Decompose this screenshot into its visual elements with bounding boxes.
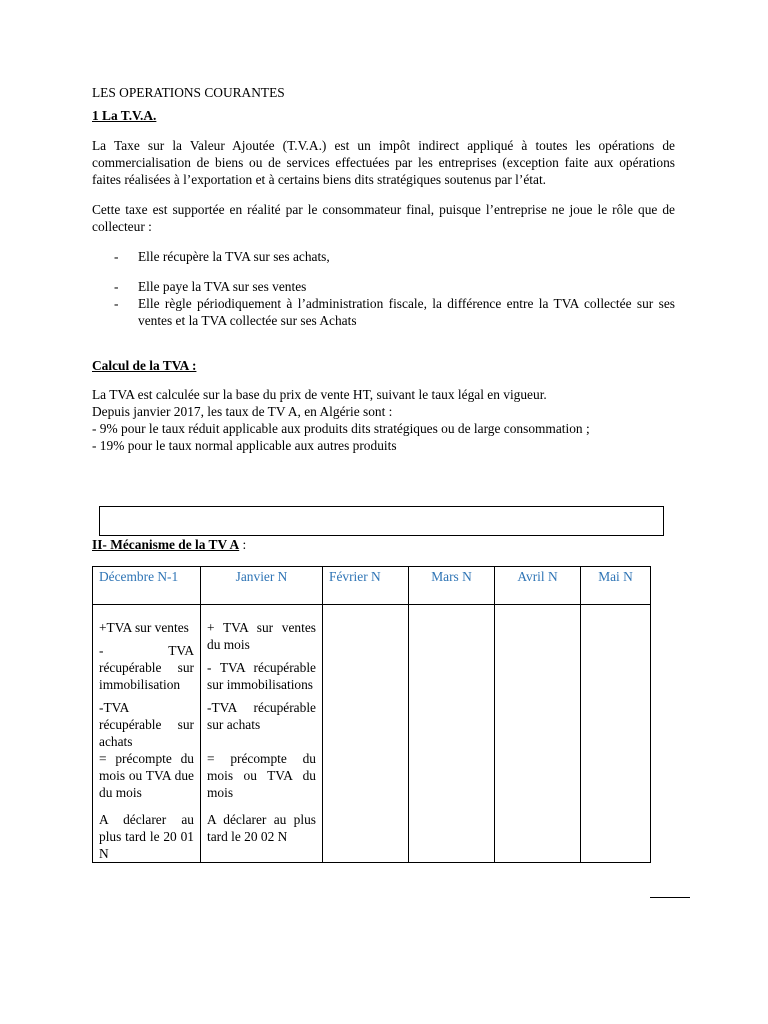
- column-header: Décembre N-1: [93, 567, 201, 605]
- table-cell-april: [495, 605, 581, 863]
- dash-marker: -: [114, 249, 119, 264]
- column-header: Mai N: [581, 567, 651, 605]
- cell-line: + TVA sur ventes du mois: [207, 620, 316, 652]
- cell-line: -TVA récupérable sur achats: [207, 700, 316, 732]
- list-item: [92, 278, 675, 295]
- table-row: [93, 605, 651, 863]
- cell-line: - TVA récupérable sur immobilisations: [207, 660, 316, 692]
- cell-line: A déclarer au plus tard le 20 01 N: [99, 812, 194, 861]
- table-cell-december: [93, 605, 201, 863]
- list-spacer: [92, 265, 675, 278]
- calcul-line: La TVA est calculée sur la base du prix de vente HT, suivant le taux légal en vigueur.: [92, 387, 547, 402]
- tva-mechanism-table: [92, 566, 651, 863]
- cell-line: +TVA sur ventes: [99, 620, 189, 635]
- section-title-calcul: Calcul de la TVA :: [92, 358, 197, 373]
- paragraph-tva-definition: La Taxe sur la Valeur Ajoutée (T.V.A.) est un impôt indirect appliqué à toutes les opérations de commercialisation de biens ou de services effectuées par les entreprises (exception faite aux opérations faites réalisées à l’exportation et à certains biens dits stratégiques soutenus par l’état.: [92, 138, 675, 187]
- column-header: Mars N: [409, 567, 495, 605]
- table-cell-february: [323, 605, 409, 863]
- cell-line: = précompte du mois ou TVA due du mois: [99, 751, 194, 800]
- cell-line: = précompte du mois ou TVA du mois: [207, 751, 316, 800]
- column-header: Janvier N: [201, 567, 323, 605]
- list-item: [92, 295, 675, 329]
- table-header-row: [93, 567, 651, 605]
- cell-line: -TVA récupérable sur achats: [99, 700, 194, 749]
- dash-marker: -: [114, 296, 119, 311]
- dash-marker: -: [114, 279, 119, 294]
- document-page: [92, 84, 675, 454]
- cell-spacer: [207, 801, 316, 811]
- column-header: Février N: [323, 567, 409, 605]
- list-item-text: Elle récupère la TVA sur ses achats,: [138, 249, 330, 264]
- calcul-line: - 9% pour le taux réduit applicable aux produits dits stratégiques ou de large consommation ;: [92, 421, 590, 436]
- table-cell-may: [581, 605, 651, 863]
- list-item: [92, 248, 675, 265]
- table-cell-january: [201, 605, 323, 863]
- list-item-text: Elle règle périodiquement à l’administration fiscale, la différence entre la TVA collectée sur ses ventes et la TVA collectée sur ses Achats: [138, 296, 675, 328]
- table-cell-march: [409, 605, 495, 863]
- column-header: Avril N: [495, 567, 581, 605]
- cell-spacer: [99, 801, 194, 811]
- calcul-line: - 19% pour le taux normal applicable aux autres produits: [92, 438, 397, 453]
- empty-frame: [99, 506, 664, 536]
- mecanisme-suffix: :: [239, 537, 247, 552]
- list-item-text: Elle paye la TVA sur ses ventes: [138, 279, 307, 294]
- table-border-extension: [650, 897, 690, 898]
- cell-line: A déclarer au plus tard le 20 02 N: [207, 812, 316, 844]
- paragraph-tva-collector: Cette taxe est supportée en réalité par le consommateur final, puisque l’entreprise ne joue le rôle que de collecteur :: [92, 202, 675, 234]
- collector-role-list: [92, 248, 675, 329]
- section-title-mecanisme: [92, 536, 246, 553]
- document-heading: LES OPERATIONS COURANTES: [92, 85, 285, 100]
- section-title-tva: 1 La T.V.A.: [92, 108, 157, 123]
- cell-line: - TVA récupérable sur immobilisation: [99, 643, 194, 692]
- mecanisme-title: II- Mécanisme de la TV A: [92, 537, 240, 552]
- calcul-line: Depuis janvier 2017, les taux de TV A, en Algérie sont :: [92, 404, 393, 419]
